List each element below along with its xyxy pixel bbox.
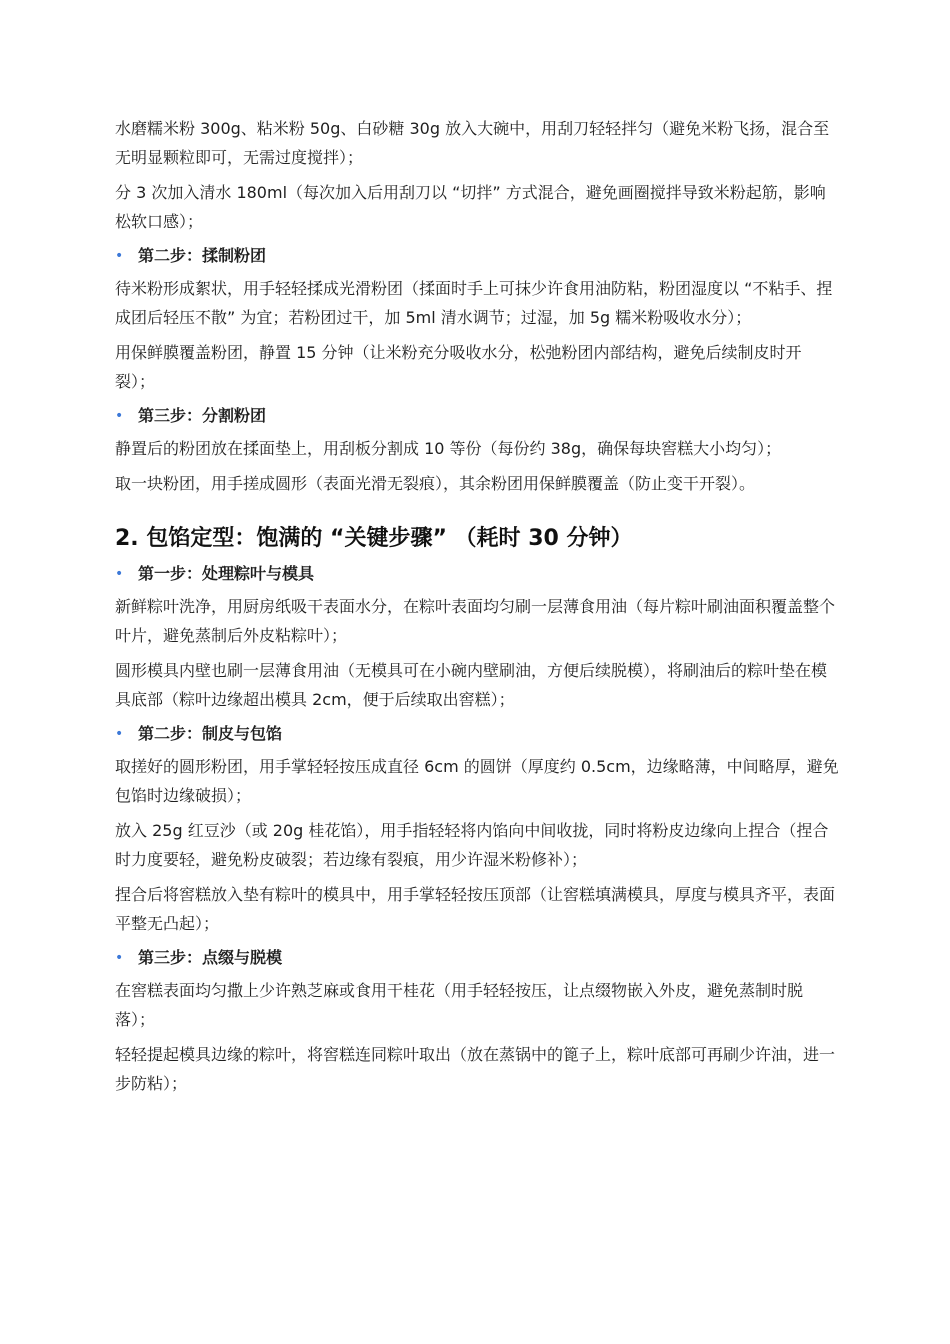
step-heading-prepare-leaves-mold bbox=[115, 560, 840, 588]
paragraph-divide-portions: 静置后的粉团放在揉面垫上，用刮板分割成 10 等份（每份约 38g，确保每块窖糕大小均匀）； bbox=[115, 439, 782, 458]
paragraph-press-into-mold: 捏合后将窖糕放入垫有粽叶的模具中，用手掌轻轻按压顶部（让窖糕填满模具，厚度与模具齐平，表面平整无凸起）； bbox=[115, 885, 836, 933]
paragraph-mix-flour: 水磨糯米粉 300g、粘米粉 50g、白砂糖 30g 放入大碗中，用刮刀轻轻拌匀（避免米粉飞扬，混合至无明显颗粒即可，无需过度搅拌）； bbox=[115, 119, 830, 167]
bullet-icon: • bbox=[115, 726, 124, 742]
step-heading-garnish-unmold bbox=[115, 944, 840, 972]
bullet-icon: • bbox=[115, 248, 124, 264]
step-heading-knead-dough bbox=[115, 242, 840, 270]
step-heading-label: 第三步：分割粉团 bbox=[138, 406, 267, 425]
step-heading-divide-dough bbox=[115, 402, 840, 430]
step-heading-label: 第三步：点缀与脱模 bbox=[138, 948, 283, 967]
step-heading-label: 第二步：揉制粉团 bbox=[138, 246, 267, 265]
document-body bbox=[115, 114, 840, 1104]
paragraph-roll-ball: 取一块粉团，用手搓成圆形（表面光滑无裂痕），其余粉团用保鲜膜覆盖（防止变干开裂）。 bbox=[115, 474, 756, 493]
bullet-icon: • bbox=[115, 408, 124, 424]
paragraph-add-filling: 放入 25g 红豆沙（或 20g 桂花馅），用手指轻轻将内馅向中间收拢，同时将粉皮边缘向上捏合（捏合时力度要轻，避免粉皮破裂；若边缘有裂痕，用少许湿米粉修补）； bbox=[115, 821, 829, 869]
paragraph-knead-smooth: 待米粉形成絮状，用手轻轻揉成光滑粉团（揉面时手上可抹少许食用油防粘，粉团湿度以 “不粘手、捏成团后轻压不散” 为宜；若粉团过干，加 5ml 清水调节；过湿，加 5g 糯米粉吸收水分）； bbox=[115, 279, 833, 327]
paragraph-lift-out: 轻轻提起模具边缘的粽叶，将窖糕连同粽叶取出（放在蒸锅中的篦子上，粽叶底部可再刷少许油，进一步防粘）； bbox=[115, 1045, 836, 1093]
step-heading-label: 第一步：处理粽叶与模具 bbox=[138, 564, 315, 583]
paragraph-oil-leaves: 新鲜粽叶洗净，用厨房纸吸干表面水分，在粽叶表面均匀刷一层薄食用油（每片粽叶刷油面积覆盖整个叶片，避免蒸制后外皮粘粽叶）； bbox=[115, 597, 836, 645]
paragraph-rest-dough: 用保鲜膜覆盖粉团，静置 15 分钟（让米粉充分吸收水分，松弛粉团内部结构，避免后续制皮时开裂）； bbox=[115, 343, 802, 391]
section-heading-filling-shaping: 2. 包馅定型：饱满的 “关键步骤” （耗时 30 分钟） bbox=[115, 526, 633, 551]
paragraph-add-water: 分 3 次加入清水 180ml（每次加入后用刮刀以 “切拌” 方式混合，避免画圈搅拌导致米粉起筋，影响松软口感）； bbox=[115, 183, 826, 231]
bullet-icon: • bbox=[115, 566, 124, 582]
paragraph-press-disc: 取搓好的圆形粉团，用手掌轻轻按压成直径 6cm 的圆饼（厚度约 0.5cm，边缘略薄，中间略厚，避免包馅时边缘破损）； bbox=[115, 757, 839, 805]
paragraph-sprinkle-garnish: 在窖糕表面均匀撒上少许熟芝麻或食用干桂花（用手轻轻按压，让点缀物嵌入外皮，避免蒸制时脱落）； bbox=[115, 981, 804, 1029]
step-heading-label: 第二步：制皮与包馅 bbox=[138, 724, 283, 743]
step-heading-wrap-filling bbox=[115, 720, 840, 748]
bullet-icon: • bbox=[115, 950, 124, 966]
paragraph-oil-mold: 圆形模具内壁也刷一层薄食用油（无模具可在小碗内壁刷油，方便后续脱模），将刷油后的粽叶垫在模具底部（粽叶边缘超出模具 2cm，便于后续取出窖糕）； bbox=[115, 661, 828, 709]
